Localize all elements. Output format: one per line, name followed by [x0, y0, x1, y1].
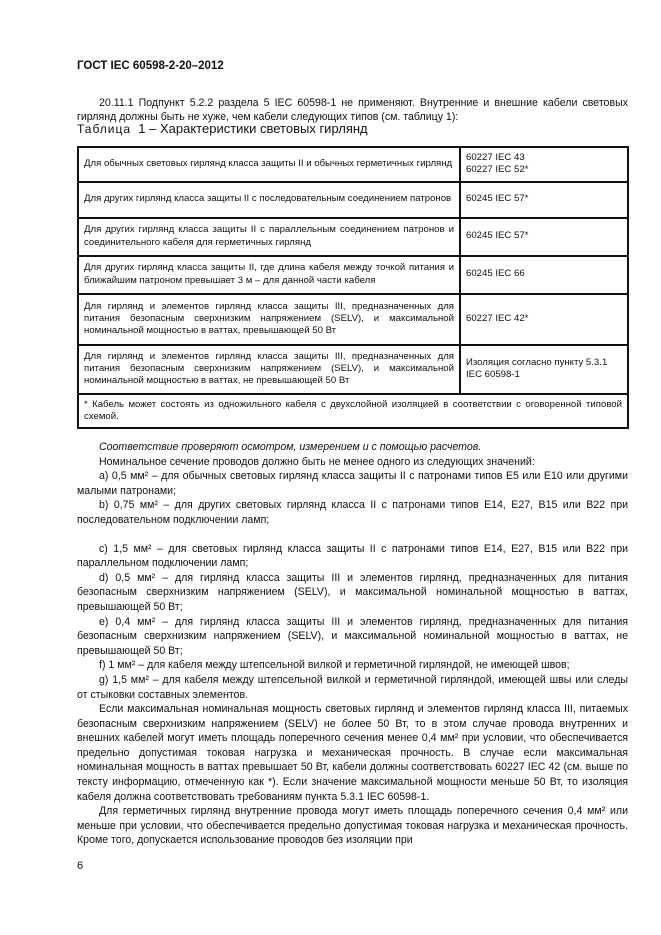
intro-paragraph: [77, 96, 628, 124]
paragraph: e) 0,4 мм² – для гирлянд класса защиты III и элементов гирлянд, предназначенных для питания безопасным сверхнизким напряжением (SELV), и максимальной номинальной мощностью в ваттах, не превышающей 50 Вт;: [77, 615, 628, 657]
paragraph: f) 1 мм² – для кабеля между штепсельной вилкой и герметичной гирляндой, не имеющей швов;: [99, 659, 570, 672]
table-row: [78, 147, 628, 182]
page-number: 6: [77, 860, 84, 872]
row-description: Для других гирлянд класса защиты II с параллельным соединением патронов и соединительного кабеля для герметичных гирлянд: [78, 218, 460, 256]
row-cable-type: Изоляция согласно пункту 5.3.1 IEC 60598-1: [460, 345, 628, 394]
paragraph: a) 0,5 мм² – для обычных световых гирлянд класса защиты II с патронами типов E5 или E10 или другими малыми патронами;: [77, 470, 628, 497]
cable-table: [77, 146, 629, 429]
row-cable-type: 60245 IEC 66: [460, 256, 628, 294]
table-row: [78, 345, 628, 394]
paragraph: Соответствие проверяют осмотром, измерением и с помощью расчетов.: [99, 441, 482, 453]
body-text: [77, 440, 628, 848]
row-cable-type: 60245 IEC 57*: [460, 218, 628, 256]
table-footnote-row: [78, 394, 628, 429]
document-header: ГОСТ IEC 60598-2-20–2012: [77, 60, 224, 72]
paragraph: Номинальное сечение проводов должно быть не менее одного из следующих значений:: [99, 455, 535, 468]
table-caption: [77, 121, 368, 136]
row-description: Для других гирлянд класса защиты II с последовательным соединением патронов: [78, 182, 460, 218]
row-cable-type: 60227 IEC 43 60227 IEC 52*: [460, 147, 628, 182]
paragraph: b) 0,75 мм² – для других световых гирлянд класса II с патронами типов E14, E27, B15 или B22 при последовательном подключении ламп;: [77, 499, 628, 526]
row-description: Для других гирлянд класса защиты II, где длина кабеля между точкой питания и ближайшим патроном превышает 3 м – для данной части кабеля: [78, 256, 460, 294]
row-description: Для обычных световых гирлянд класса защиты II и обычных герметичных гирлянд: [78, 147, 460, 182]
paragraph: Для герметичных гирлянд внутренние провода могут иметь площадь поперечного сечения 0,4 мм² или меньше при условии, что обеспечивается предельно допустимая токовая нагрузка и механическая прочность. Кроме того, допускается использование проводов без изоляции при: [77, 805, 628, 847]
table-row: [78, 218, 628, 256]
caption-label: Таблица: [77, 122, 132, 136]
intro-text: 20.11.1 Подпункт 5.2.2 раздела 5 IEC 60598-1 не применяют. Внутренние и внешние кабели световых гирлянд должны быть не хуже, чем кабели следующих типов (см. таблицу 1):: [77, 97, 628, 123]
paragraph: d) 0,5 мм² – для гирлянд класса защиты III и элементов гирлянд, предназначенных для питания безопасным сверхнизким напряжением (SELV), и максимальной номинальной мощностью в ваттах, превышающей 50 Вт;: [77, 571, 628, 613]
paragraph: g) 1,5 мм² – для кабеля между штепсельной вилкой и герметичной гирляндой, имеющей швы или следы от стыковки составных элементов.: [77, 673, 628, 701]
table-row: [78, 294, 628, 345]
table-footnote: * Кабель может состоять из одножильного кабеля с двухслойной изоляцией в соответствии с оговоренной типовой схемой.: [78, 394, 628, 429]
paragraph: Если максимальная номинальная мощность световых гирлянд и элементов гирлянд класса III, питаемых безопасным сверхнизким напряжением (SELV) не более 50 Вт, то в этом случае провода внутренних и внешних кабелей могут иметь площадь поперечного сечения менее 0,4 мм² при условии, что обеспечивается предельно допустимая токовая нагрузка и механическая прочность. В случае если максимальная номинальная мощность в ваттах превышает 50 Вт, кабели должны соответствовать 60227 IEC 42 (см. выше по тексту информацию, отмеченную как *). Если значение максимальной мощности меньше 50 Вт, то изоляция кабеля должна соответствовать требованиям пункта 5.3.1 IEC 60598-1.: [77, 703, 628, 803]
row-description: Для гирлянд и элементов гирлянд класса защиты III, предназначенных для питания безопасным сверхнизким напряжением (SELV), и максимальной номинальной мощностью в ваттах, не превышающей 50 Вт: [78, 345, 460, 394]
row-cable-type: 60227 IEC 42*: [460, 294, 628, 345]
table-row: [78, 182, 628, 218]
row-description: Для гирлянд и элементов гирлянд класса защиты III, предназначенных для питания безопасным сверхнизким напряжением (SELV), и максимальной номинальной мощностью в ваттах, превышающей 50 Вт: [78, 294, 460, 345]
row-cable-type: 60245 IEC 57*: [460, 182, 628, 218]
table-row: [78, 256, 628, 294]
paragraph: c) 1,5 мм² – для световых гирлянд класса защиты II с патронами типов E14, E27, B15 или B22 при параллельном подключении ламп;: [77, 542, 628, 570]
caption-text: 1 – Характеристики световых гирлянд: [138, 121, 368, 136]
